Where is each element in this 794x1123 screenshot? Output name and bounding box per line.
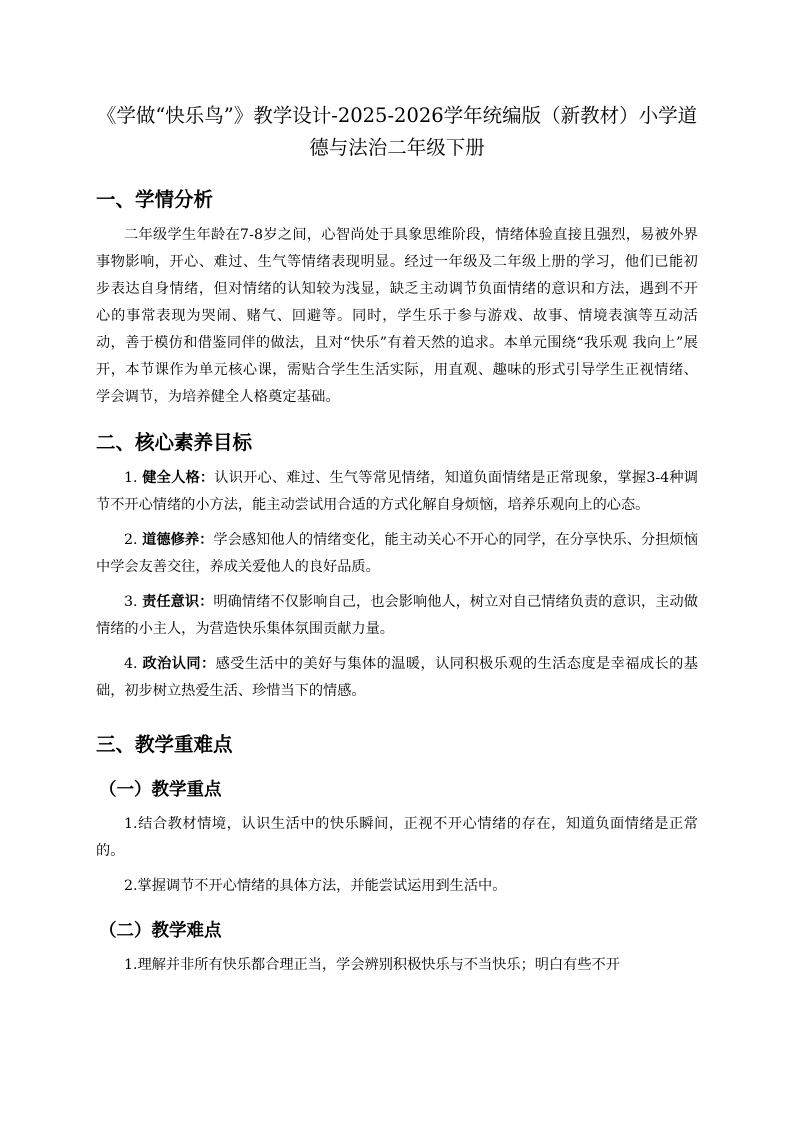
- section-heading-key-difficult-points: 三、教学重难点: [96, 733, 233, 756]
- goal-label: 道德修养: [142, 532, 200, 548]
- goal-item: [96, 527, 698, 581]
- goal-number: 3.: [124, 594, 138, 610]
- difficult-point-item: 1.理解并非所有快乐都合理正当，学会辨别积极快乐与不当快乐；明白有些不开: [124, 957, 620, 973]
- section-heading-core-goals: 二、核心素养目标: [96, 431, 253, 454]
- subsection-heading-difficult-points: （二）教学难点: [99, 921, 222, 941]
- goal-colon: ：: [201, 656, 216, 672]
- goal-number: 4.: [124, 656, 138, 672]
- goal-colon: ：: [199, 594, 214, 610]
- key-point-item: 2.掌握调节不开心情绪的具体方法，并能尝试运用到生活中。: [124, 878, 507, 894]
- key-point-item: 1.结合教材情境，认识生活中的快乐瞬间，正视不开心情绪的存在，知道负面情绪是正常的。: [96, 816, 698, 859]
- subsection-heading-key-points: （一）教学重点: [99, 780, 222, 800]
- goal-text: 明确情绪不仅影响自己，也会影响他人，树立对自己情绪负责的意识，主动做情绪的小主人，为营造快乐集体氛围贡献力量。: [96, 594, 698, 637]
- goal-number: 1.: [124, 470, 138, 486]
- goal-text: 学会感知他人的情绪变化，能主动关心不开心的同学，在分享快乐、分担烦恼中学会友善交往，养成关爱他人的良好品质。: [96, 532, 698, 575]
- goal-item: [96, 651, 698, 705]
- goal-number: 2.: [124, 532, 138, 548]
- goal-text: 感受生活中的美好与集体的温暖，认同积极乐观的生活态度是幸福成长的基础，初步树立热爱生活、珍惜当下的情感。: [96, 656, 698, 699]
- goal-colon: ：: [199, 532, 214, 548]
- goal-label: 政治认同: [142, 656, 202, 672]
- section-heading-learning-analysis: 一、学情分析: [96, 188, 214, 211]
- goal-item: [96, 465, 698, 519]
- learning-analysis-paragraph: 二年级学生年龄在7-8岁之间，心智尚处于具象思维阶段，情绪体验直接且强烈，易被外界事物影响，开心、难过、生气等情绪表现明显。经过一年级及二年级上册的学习，他们已能初步表达自身情绪，但对情绪的认知较为浅显，缺乏主动调节负面情绪的意识和方法，遇到不开心的事常表现为哭闹、赌气、回避等。同时，学生乐于参与游戏、故事、情境表演等互动活动，善于模仿和借鉴同伴的做法，且对“快乐”有着天然的追求。本单元围绕“我乐观 我向上”展开，本节课作为单元核心课，需贴合学生生活实际，用直观、趣味的形式引导学生正视情绪、学会调节，为培养健全人格奠定基础。: [96, 227, 698, 405]
- goal-label: 健全人格: [142, 470, 200, 486]
- goal-text: 认识开心、难过、生气等常见情绪，知道负面情绪是正常现象，掌握3-4种调节不开心情绪的小方法，能主动尝试用合适的方式化解自身烦恼，培养乐观向上的心态。: [96, 470, 698, 513]
- document-page: [96, 100, 698, 979]
- goal-colon: ：: [199, 470, 215, 486]
- goal-item: [96, 589, 698, 643]
- document-title: 《学做“快乐鸟”》教学设计-2025-2026学年统编版（新教材）小学道德与法治二年级下册: [96, 104, 698, 159]
- goal-label: 责任意识: [142, 594, 200, 610]
